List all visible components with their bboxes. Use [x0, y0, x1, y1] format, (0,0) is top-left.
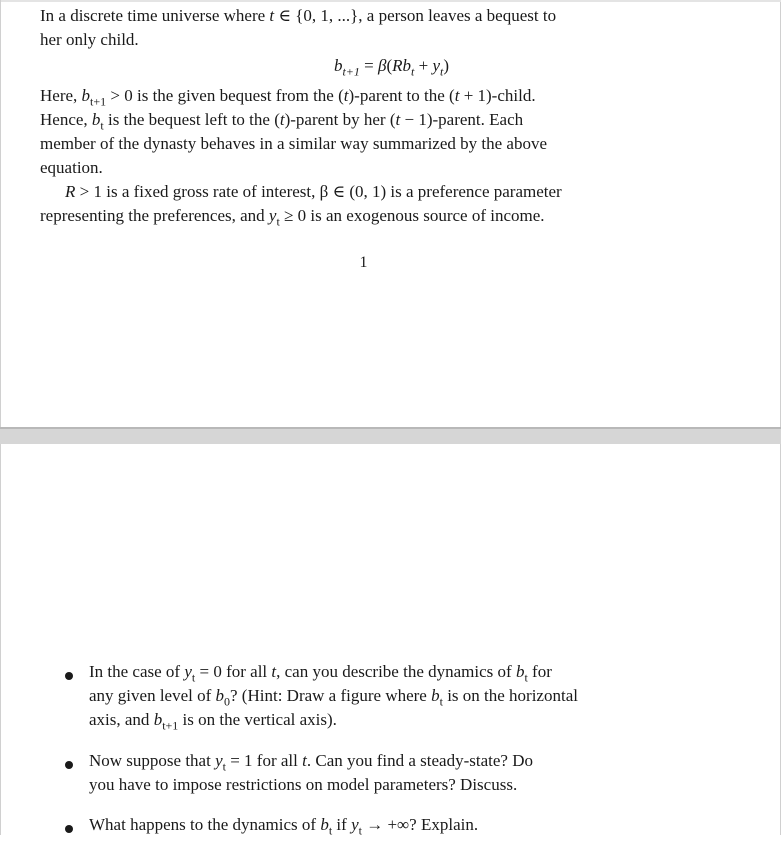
paragraph-line-8: representing the preferences, and $y_t \ge 0$ is an exogenous source of income.	[40, 206, 545, 229]
bullet-1-line-3: axis, and $b_{t+1}$ is on the vertical axis).	[89, 710, 337, 733]
paragraph-line-6: equation.	[40, 158, 103, 177]
page-top-border	[1, 0, 781, 2]
bullet-1-line-1: In the case of $y_t = 0$ for all t, can you describe the dynamics of $b_t$ for	[89, 662, 552, 685]
bullet-2-line-1: Now suppose that $y_t = 1$ for all t. Can you find a steady-state? Do	[89, 751, 533, 774]
bullet-marker-3	[65, 825, 73, 833]
bullet-3-line-1: What happens to the dynamics of $b_t$ if $y_t$ → +∞? Explain.	[89, 815, 479, 838]
bequest-equation: $b_{t+1} = \beta(Rb_t + y_t)$	[333, 56, 450, 79]
paragraph-line-2: her only child.	[40, 30, 139, 49]
bullet-marker-2	[65, 761, 73, 769]
page-separator	[0, 427, 781, 444]
paragraph-line-5: member of the dynasty behaves in a similar way summarized by the above	[40, 134, 548, 153]
document-page-2	[0, 444, 781, 838]
bullet-marker-1	[65, 672, 73, 680]
paragraph-line-7: R > 1 is a fixed gross rate of interest, β ∈ (0, 1) is a preference parameter	[65, 182, 562, 201]
bullet-1-line-2: any given level of $b_0$? (Hint: Draw a figure where $b_t$ is on the horizontal	[89, 686, 578, 709]
paragraph-line-3: Here, $b_{t+1} > 0$ is the given bequest from the (t)-parent to the (t + 1)-child.	[40, 86, 536, 109]
bullet-2-line-2: you have to impose restrictions on model parameters? Discuss.	[89, 775, 518, 794]
paragraph-line-1: In a discrete time universe where t ∈ {0, 1, ...}, a person leaves a bequest to	[40, 6, 557, 25]
page-number: 1	[359, 254, 368, 271]
paragraph-line-4: Hence, $b_t$ is the bequest left to the (t)-parent by her (t − 1)-parent. Each	[40, 110, 524, 133]
